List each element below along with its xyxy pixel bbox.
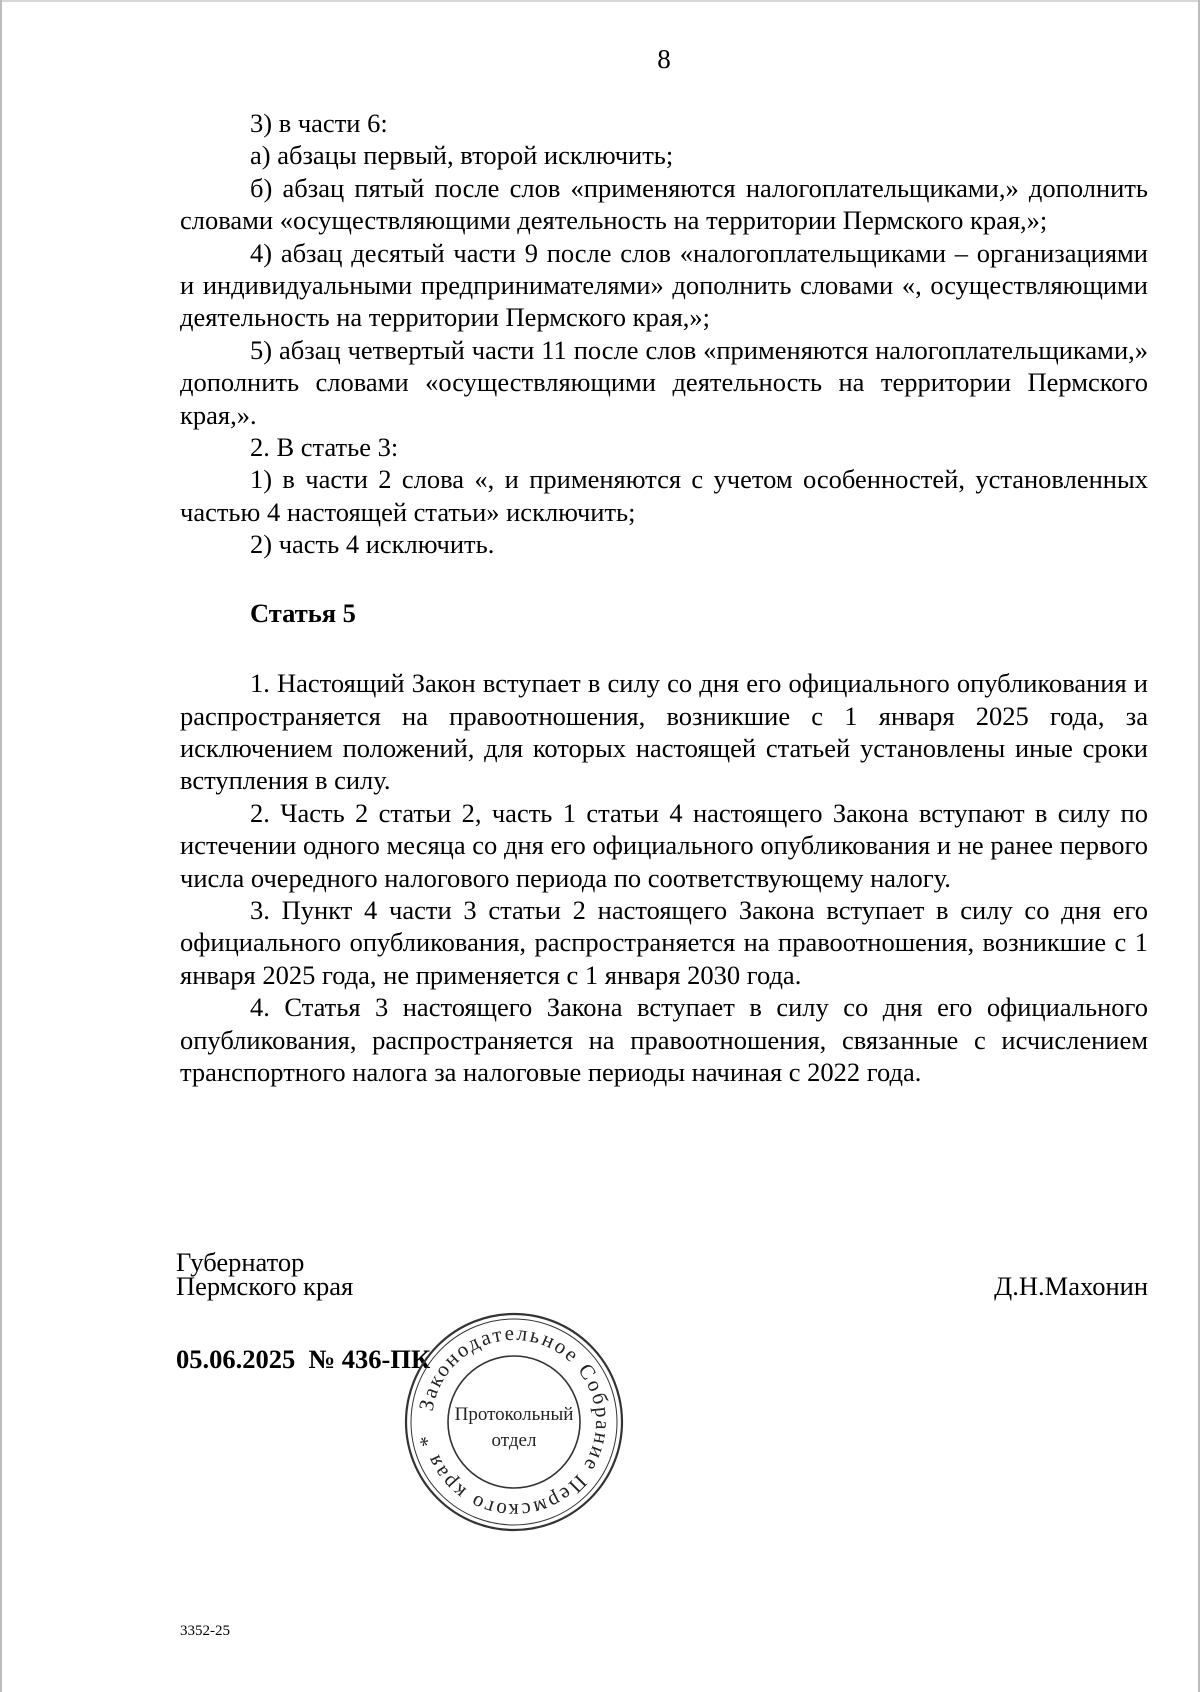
paragraph-3-part-6: 3) в части 6: [250, 108, 388, 138]
paragraph-article-3: 2. В статье 3: [250, 432, 399, 463]
page-number: 8 [657, 44, 671, 74]
document-code: 3352-25 [180, 1623, 230, 1639]
article-5-paragraph-1: 1. Настоящий Закон вступает в силу со дня его официального опубликования и распространяется на правоотношения, возникшие с 1 января 2025 года, за исключением положений, для которых настоящей статьей установлены иные сроки вступления в силу. [180, 668, 1148, 796]
stamp-center-line-1: Протокольный [454, 1404, 574, 1425]
paragraph-b: б) абзац пятый после слов «применяются налогоплательщиками,» дополнить словами «осуществляющими деятельность на территории Пермского края,»; [180, 172, 1148, 236]
signatory-title-line-1: Губернатор [176, 1247, 305, 1277]
stamp-center-line-2: отдел [491, 1430, 537, 1451]
signatory-title [176, 1247, 354, 1301]
stamp-ring-text: Законодательное Собрание Пермского края * [413, 1320, 616, 1524]
paragraph-article-3-item-1: 1) в части 2 слова «, и применяются с учетом особенностей, установленных частью 4 настоящей статьи» исключить; [180, 464, 1148, 527]
paragraph-4: 4) абзац десятый части 9 после слов «налогоплательщиками – организациями и индивидуальными предпринимателями» дополнить словами «, осуществляющими деятельность на территории Пермского края,»; [180, 237, 1148, 333]
official-stamp [402, 1310, 626, 1534]
signatory-name: Д.Н.Махонин [994, 1271, 1148, 1301]
paragraph-5: 5) абзац четвертый части 11 после слов «применяются налогоплательщиками,» дополнить словами «осуществляющими деятельность на территории Пермского края,». [180, 334, 1148, 430]
page-edge-top [0, 0, 1200, 2]
signatory-title-line-2: Пермского края [176, 1271, 354, 1301]
document-body [180, 107, 1148, 1088]
article-5-paragraph-2: 2. Часть 2 статьи 2, часть 1 статьи 4 настоящего Закона вступают в силу по истечении одного месяца со дня его официального опубликования и не ранее первого числа очередного налогового периода по соответствующему налогу. [180, 797, 1148, 893]
article-5-paragraph-3: 3. Пункт 4 части 3 статьи 2 настоящего Закона вступает в силу со дня его официального опубликования, распространяется на правоотношения, возникшие с 1 января 2025 года, не применяется с 1 января 2030 года. [180, 894, 1148, 990]
paragraph-article-3-item-2: 2) часть 4 исключить. [250, 529, 495, 560]
paragraph-a: а) абзацы первый, второй исключить; [250, 140, 674, 171]
article-5-paragraph-4: 4. Статья 3 настоящего Закона вступает в силу со дня его официального опубликования, распространяется на правоотношения, связанные с исчислением транспортного налога за налоговые периоды начиная с 2022 года. [180, 992, 1148, 1087]
law-date-number: 05.06.2025 № 436-ПК [176, 1344, 431, 1374]
article-heading: Статья 5 [250, 597, 356, 628]
page-edge-left [0, 0, 2, 1692]
